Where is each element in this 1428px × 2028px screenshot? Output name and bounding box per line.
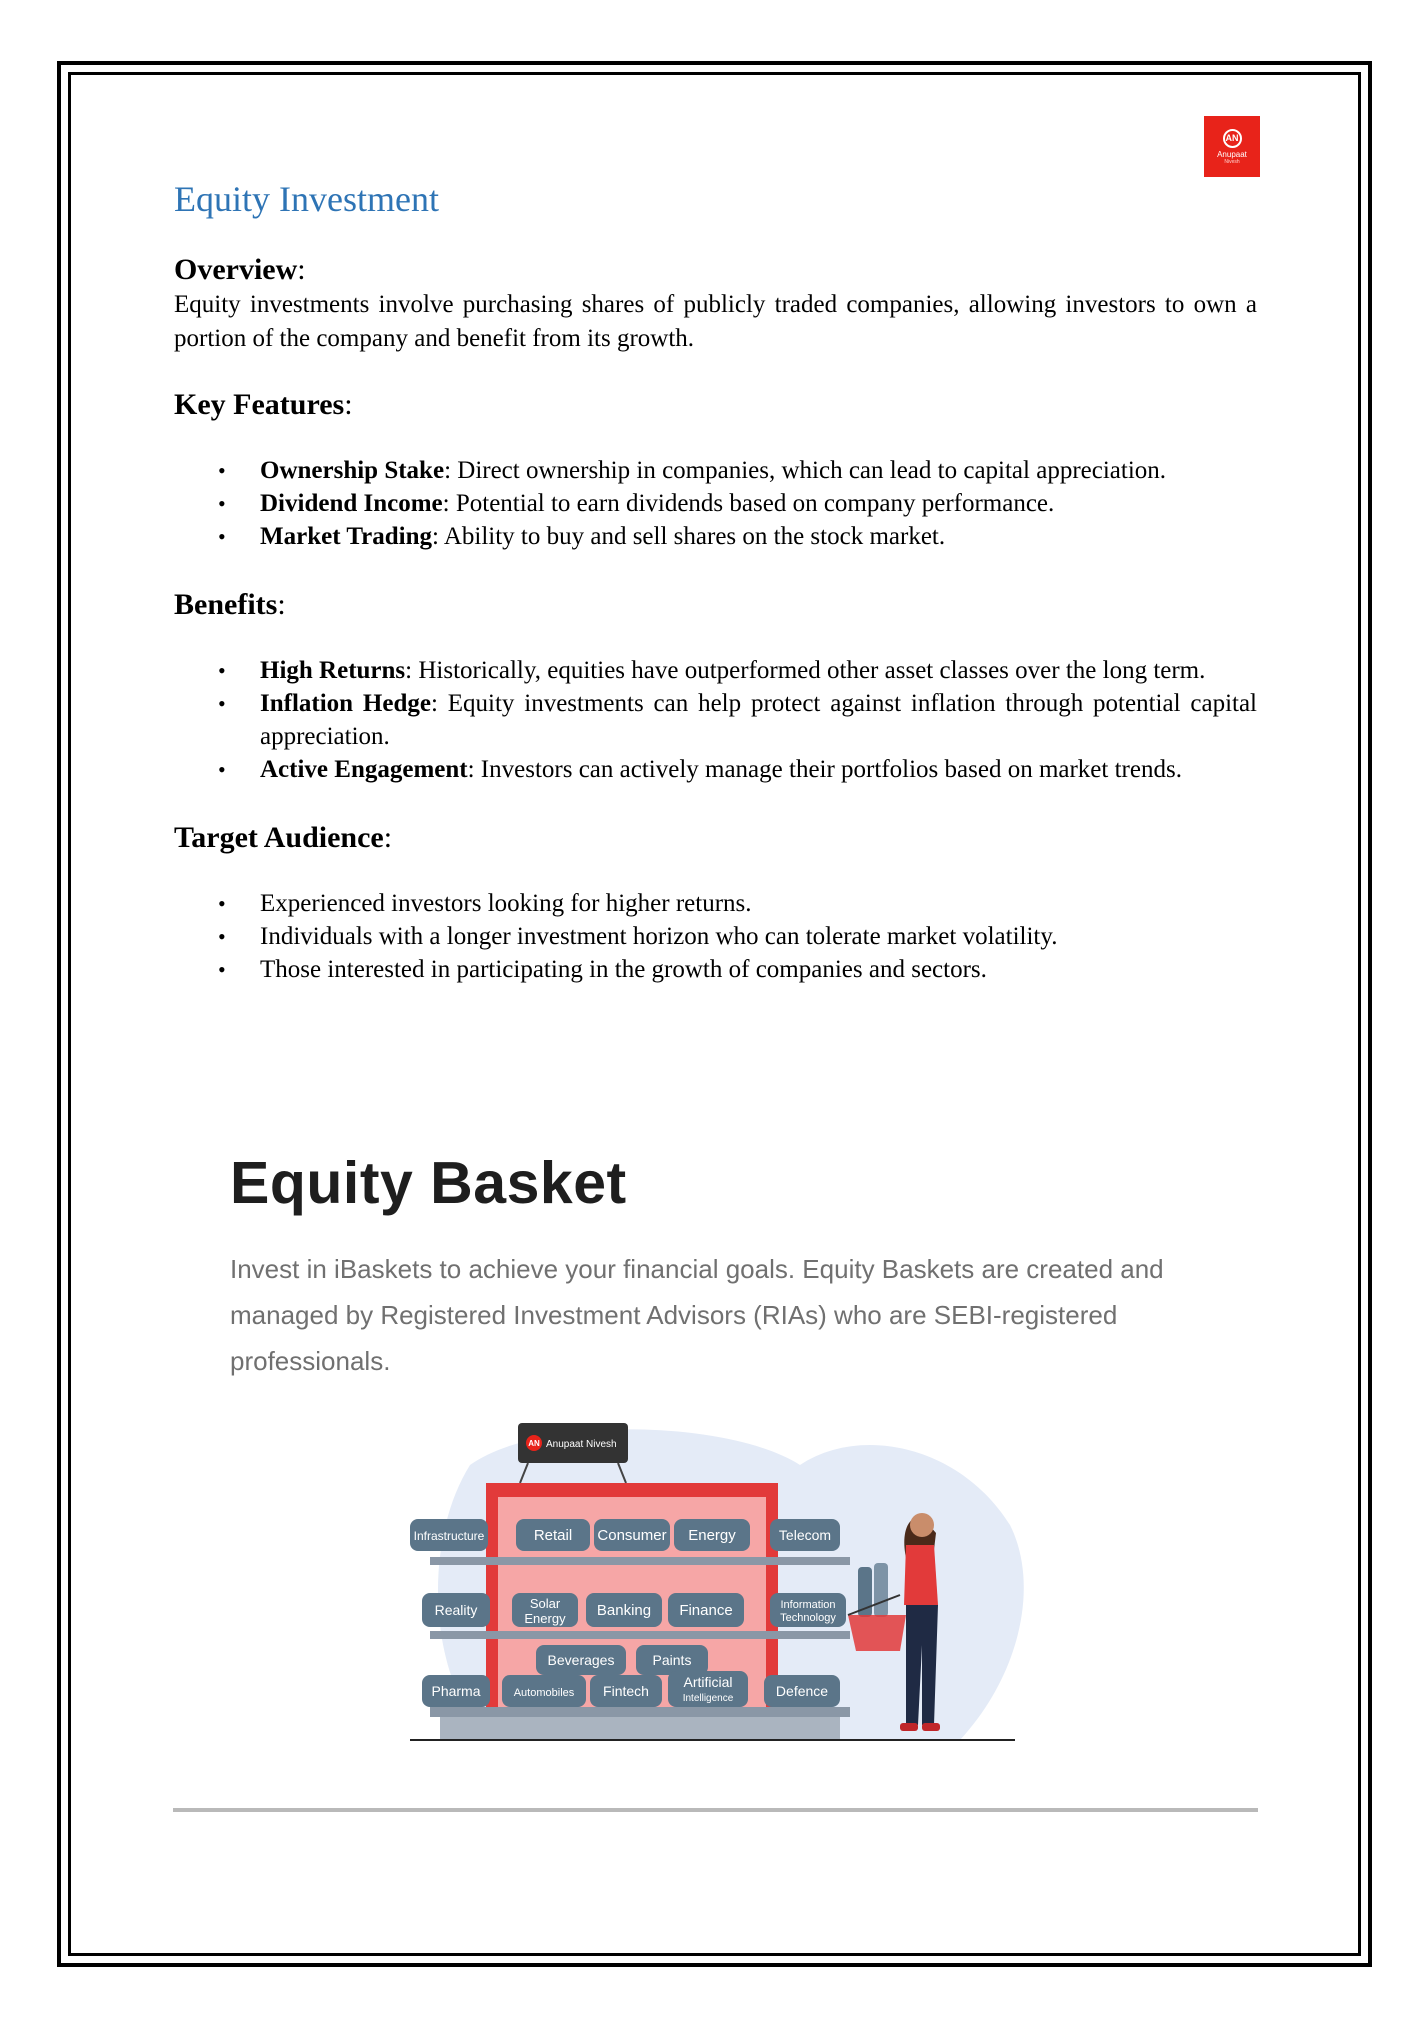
tag-ai-label-2: Intelligence	[682, 1693, 734, 1704]
tag-paints-label: Paints	[652, 1652, 692, 1668]
banner-title: Equity Basket	[230, 1150, 627, 1216]
list-item: • Active Engagement: Investors can actively manage their portfolios based on market trends.	[174, 753, 1257, 786]
sign-logo-monogram: AN	[528, 1439, 540, 1448]
shelf-board-1	[430, 1557, 850, 1565]
tag-solar-label-2: Energy	[524, 1611, 566, 1626]
shopper-shoe-left	[900, 1723, 918, 1731]
key-features-heading: Key Features:	[174, 388, 353, 421]
tag-defence-label: Defence	[775, 1683, 829, 1699]
tag-it-label-1: Information	[780, 1599, 836, 1611]
sign-text: Anupaat Nivesh	[546, 1439, 617, 1450]
tag-energy-label: Energy	[688, 1527, 736, 1544]
tag-reality-label: Reality	[434, 1602, 478, 1618]
logo-monogram: AN	[1223, 129, 1242, 148]
list-item: • High Returns: Historically, equities have outperformed other asset classes over the long term.	[174, 654, 1257, 687]
shopper-legs	[906, 1605, 938, 1725]
tag-telecom-label: Telecom	[778, 1527, 832, 1543]
list-item: • Those interested in participating in the growth of companies and sectors.	[174, 953, 1257, 986]
target-audience-heading: Target Audience:	[174, 821, 393, 854]
benefits-list	[174, 654, 1257, 786]
shopper-head	[910, 1513, 934, 1537]
shelf-base	[440, 1717, 840, 1739]
equity-basket-banner	[230, 1148, 1230, 1384]
document-body	[174, 176, 1257, 986]
tag-fintech-label: Fintech	[603, 1683, 649, 1699]
tag-finance-label: Finance	[679, 1602, 733, 1619]
tag-ai-label-1: Artificial	[683, 1674, 733, 1690]
logo-sub: Nivesh	[1224, 158, 1240, 165]
footer-rule	[173, 1808, 1258, 1812]
tag-infrastructure-label: Infrastructure	[413, 1529, 485, 1543]
basket-product-2	[874, 1563, 888, 1617]
target-audience-list	[174, 887, 1257, 986]
tag-automobiles-label: Automobiles	[513, 1687, 575, 1699]
shopper-top	[904, 1545, 938, 1605]
brand-logo	[1204, 116, 1260, 177]
tag-solar-label-1: Solar	[529, 1596, 561, 1611]
list-item: • Market Trading: Ability to buy and sell shares on the stock market.	[174, 520, 1257, 553]
list-item: • Dividend Income: Potential to earn dividends based on company performance.	[174, 487, 1257, 520]
page-title: Equity Investment	[174, 179, 439, 219]
shelf-board-3	[430, 1707, 850, 1717]
basket-body	[848, 1615, 906, 1651]
overview-text: Equity investments involve purchasing shares of publicly traded companies, allowing investors to own a portion of the company and benefit from its growth.	[174, 291, 1257, 352]
shopper-shoe-right	[922, 1723, 940, 1731]
tag-retail-label: Retail	[533, 1527, 573, 1544]
tag-pharma-label: Pharma	[431, 1683, 481, 1699]
shelf-top-bar	[486, 1483, 778, 1497]
banner-text: Invest in iBaskets to achieve your financial goals. Equity Baskets are created and managed by Registered Investment Advisors (RIAs) who are SEBI-registered professionals.	[230, 1254, 1164, 1376]
list-item: • Individuals with a longer investment horizon who can tolerate market volatility.	[174, 920, 1257, 953]
equity-basket-illustration	[400, 1405, 1040, 1750]
logo-name: Anupaat	[1217, 149, 1247, 159]
overview-heading: Overview:	[174, 253, 306, 286]
tag-beverages-label: Beverages	[547, 1652, 615, 1668]
list-item: • Experienced investors looking for higher returns.	[174, 887, 1257, 920]
list-item: • Ownership Stake: Direct ownership in companies, which can lead to capital appreciation.	[174, 454, 1257, 487]
tag-it-label-2: Technology	[780, 1612, 836, 1624]
tag-banking-label: Banking	[596, 1602, 652, 1619]
benefits-heading: Benefits:	[174, 588, 286, 621]
shelf-board-2	[430, 1631, 850, 1639]
tag-consumer-label: Consumer	[597, 1527, 667, 1544]
key-features-list	[174, 454, 1257, 553]
list-item: • Inflation Hedge: Equity investments can help protect against inflation through potential capital appreciation.	[174, 687, 1257, 753]
